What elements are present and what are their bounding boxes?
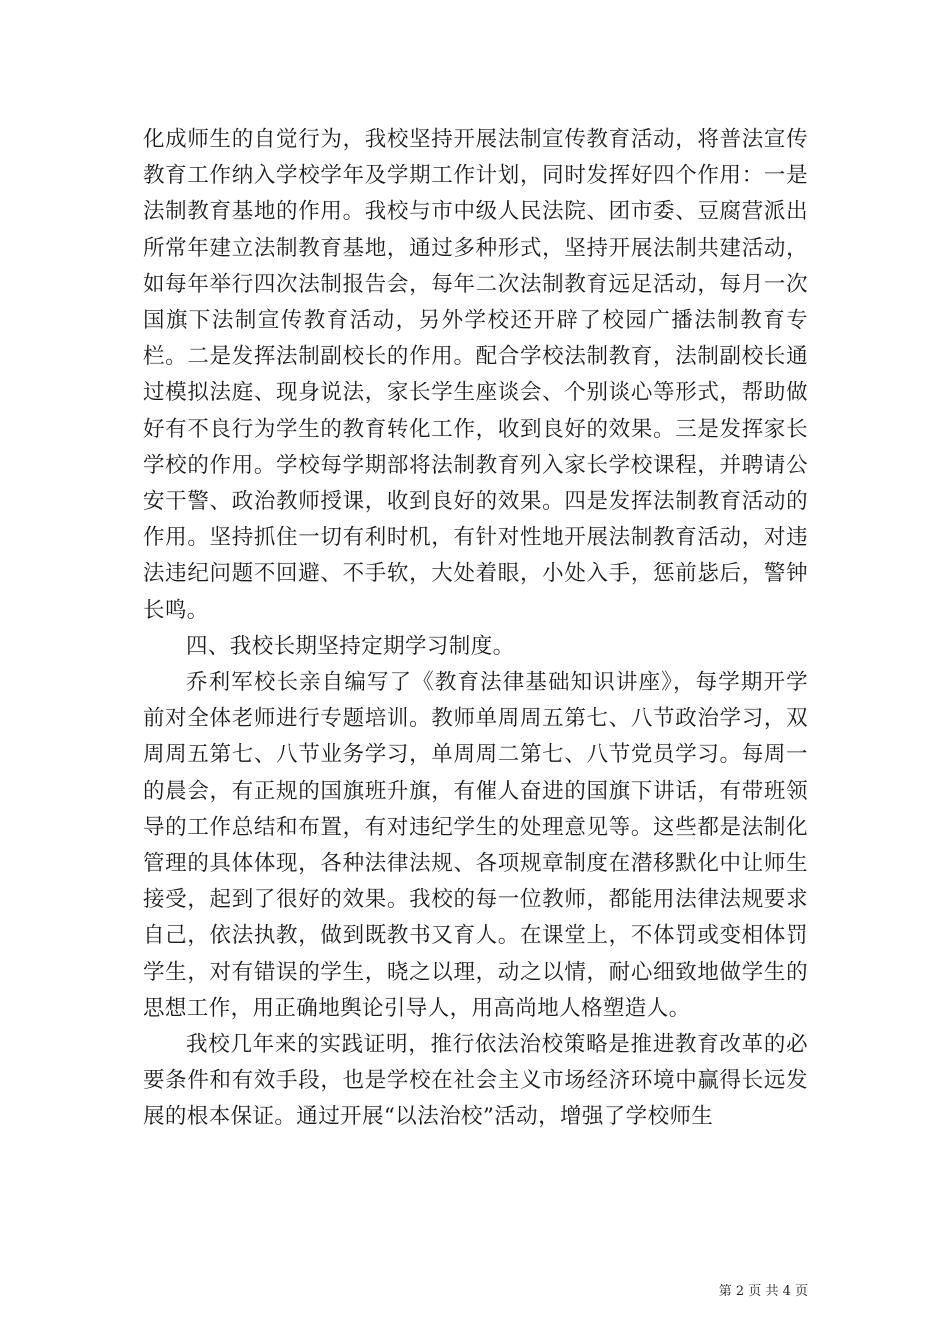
paragraph-legal-education-roles: 化成师生的自觉行为，我校坚持开展法制宣传教育活动，将普法宣传教育工作纳入学校学年及学期工作计划，同时发挥好四个作用：一是法制教育基地的作用。我校与市中级人民法院、团市委、豆腐营派出所常年建立法制教育基地，通过多种形式，坚持开展法制共建活动，如每年举行四次法制报告会，每年二次法制教育远足活动，每月一次国旗下法制宣传教育活动，另外学校还开辟了校园广播法制教育专栏。二是发挥法制副校长的作用。配合学校法制教育，法制副校长通过模拟法庭、现身说法，家长学生座谈会、个别谈心等形式，帮助做好有不良行为学生的教育转化工作，收到良好的效果。三是发挥家长学校的作用。学校每学期部将法制教育列入家长学校课程，并聘请公安干警、政治教师授课，收到良好的效果。四是发挥法制教育活动的作用。坚持抓住一切有利时机，有针对性地开展法制教育活动，对违法违纪问题不回避、不手软，大处着眼，小处入手，惩前毖后，警钟长鸣。 bbox=[143, 127, 808, 623]
document-body bbox=[143, 122, 808, 1136]
paragraph-section-four-heading: 四、我校长期坚持定期学习制度。 bbox=[186, 633, 515, 659]
paragraph-study-system: 乔利军校长亲自编写了《教育法律基础知识讲座》，每学期开学前对全体老师进行专题培训。教师单周周五第七、八节政治学习，双周周五第七、八节业务学习，单周周二第七、八节党员学习。每周一的晨会，有正规的国旗班升旗，有催人奋进的国旗下讲话，有带班领导的工作总结和布置，有对违纪学生的处理意见等。这些都是法制化管理的具体体现，各种法律法规、各项规章制度在潜移默化中让师生接受，起到了很好的效果。我校的每一位教师，都能用法律法规要求自己，依法执教，做到既教书又育人。在课堂上，不体罚或变相体罚学生，对有错误的学生，晓之以理，动之以情，耐心细致地做学生的思想工作，用正确地舆论引导人，用高尚地人格塑造人。 bbox=[143, 670, 808, 1021]
paragraph-practice-proof: 我校几年来的实践证明，推行依法治校策略是推进教育改革的必要条件和有效手段，也是学校在社会主义市场经济环境中赢得长远发展的根本保证。通过开展“以法治校”活动，增强了学校师生 bbox=[143, 1032, 808, 1130]
page-number-footer: 第 2 页 共 4 页 bbox=[718, 1284, 808, 1299]
